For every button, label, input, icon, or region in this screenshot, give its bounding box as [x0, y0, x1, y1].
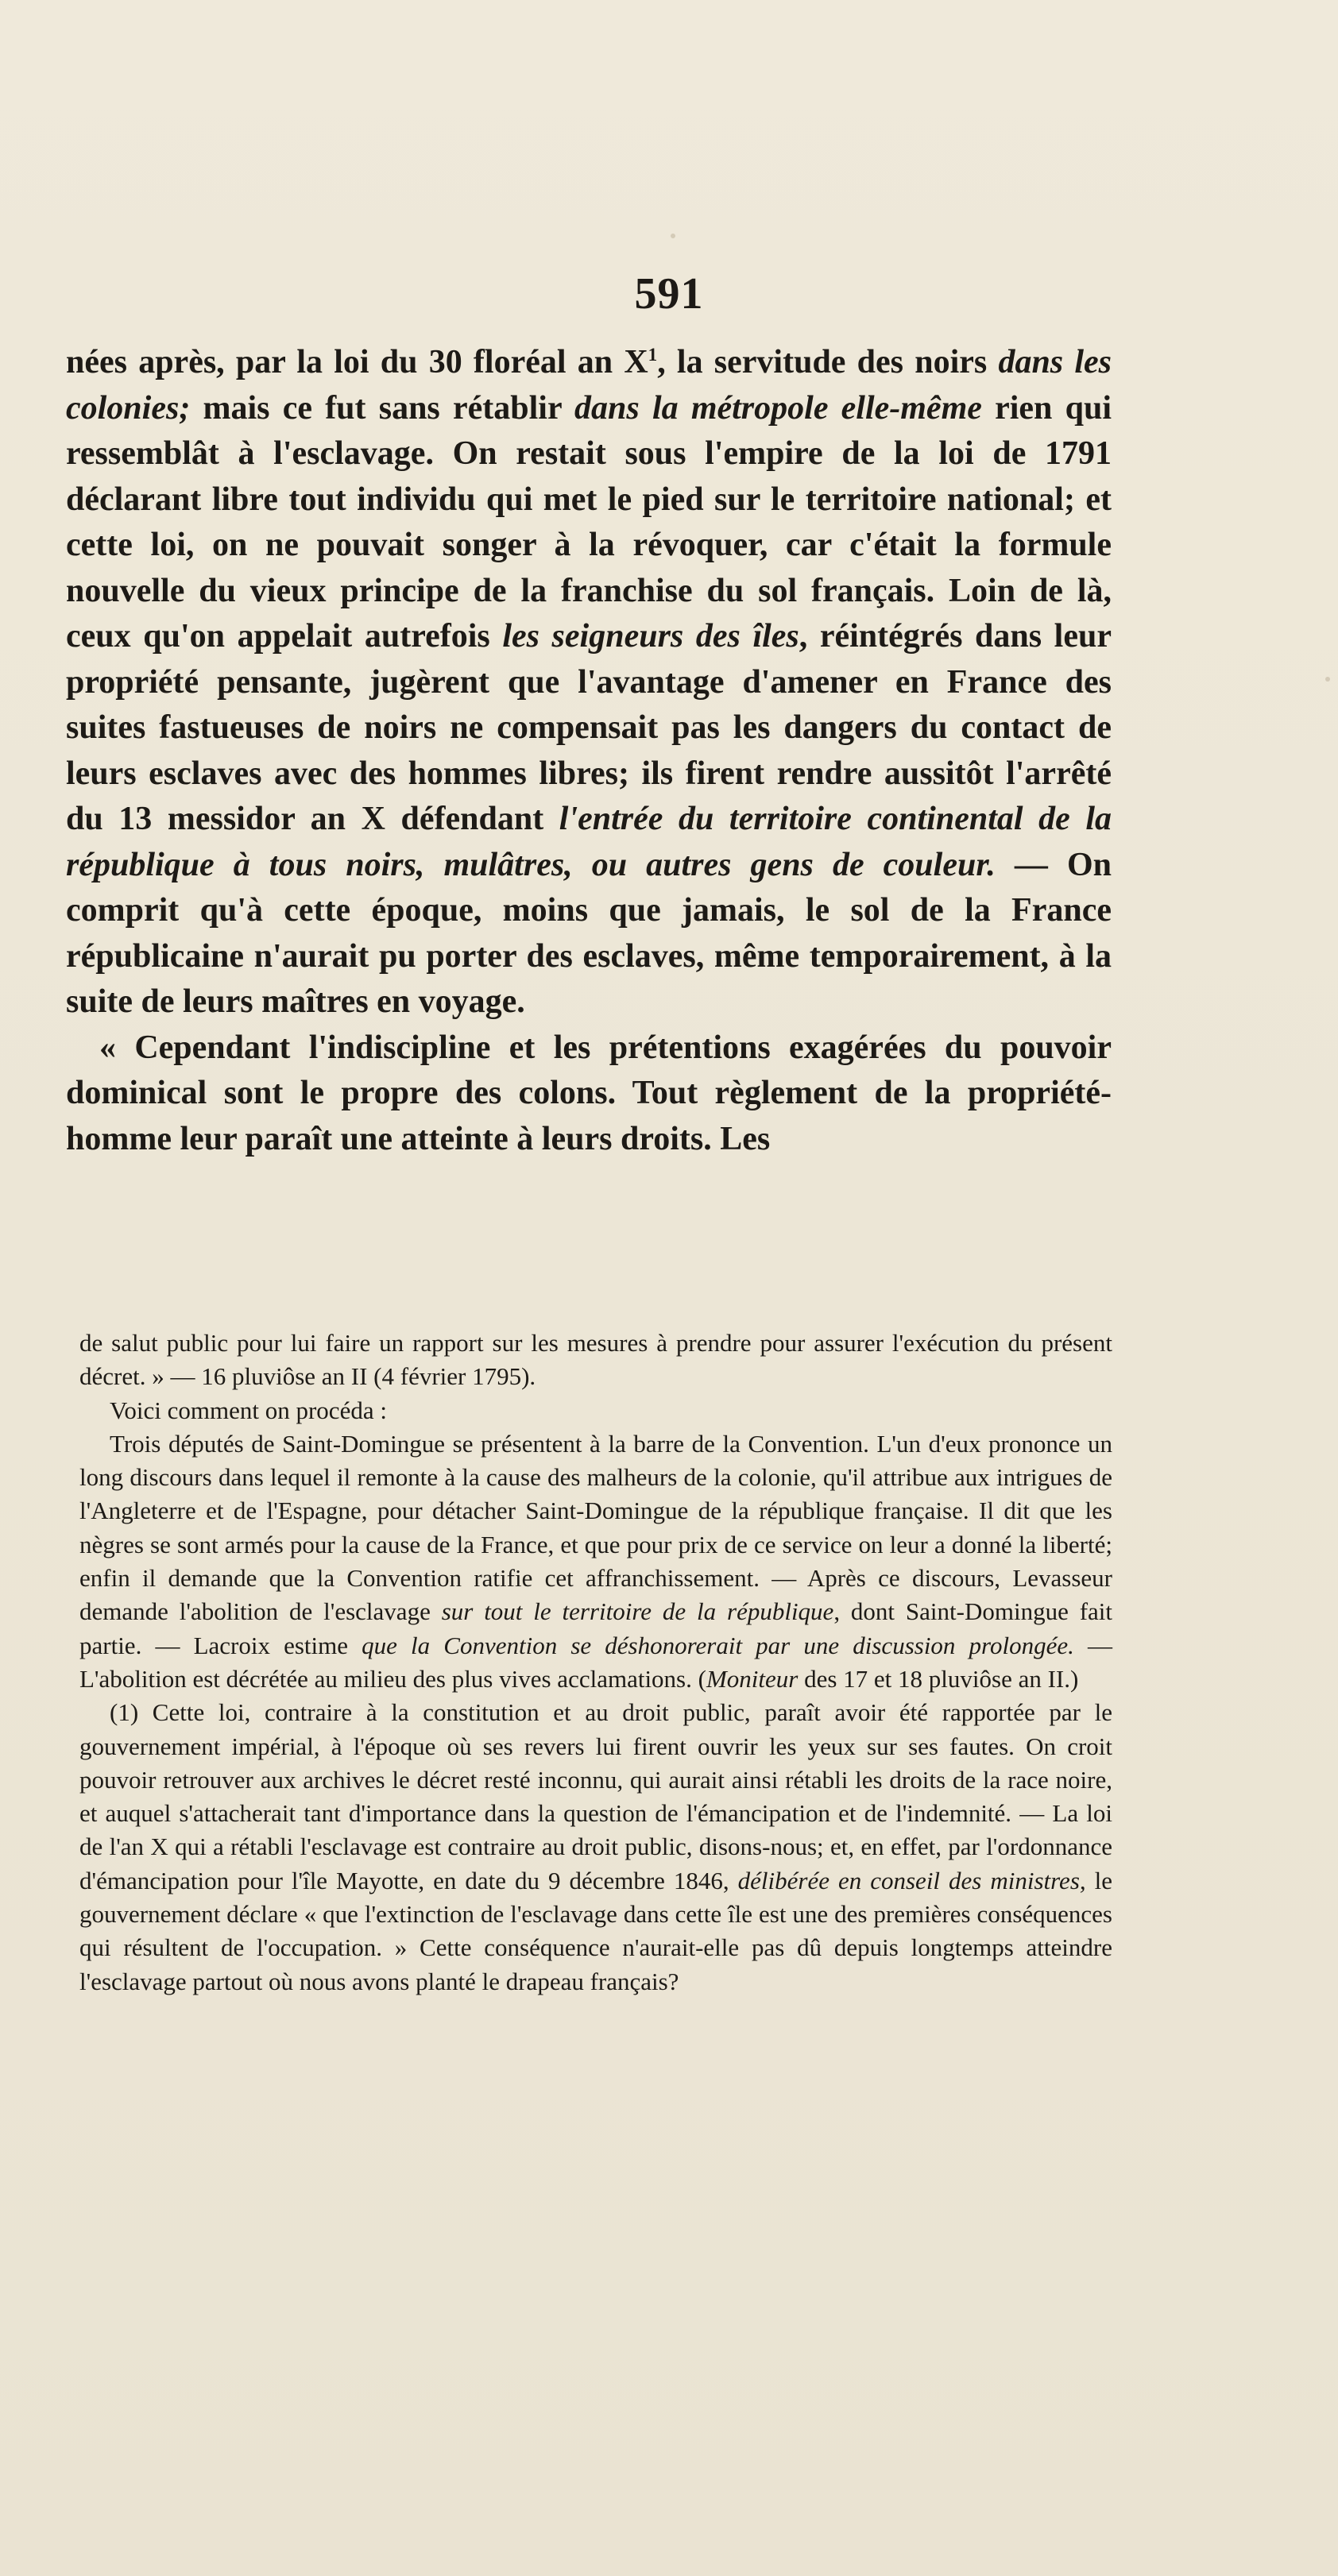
footnote-1: (1) Cette loi, contraire à la constitution et au droit public, paraît avoir été rapportée par le gouvernement impérial, à l'époque où ses revers lui firent ouvrir les yeux sur ses fautes. On croit pouvoir retrouver aux archives le décret resté inconnu, qui aurait ainsi rétabli les droits de la race noire, et auquel s'attacherait tant d'importance dans la question de l'émancipation et de l'indemnité. — La loi de l'an X qui a rétabli l'esclavage est contraire au droit public, disons-nous; et, en effet, par l'ordonnance d'émancipation pour l'île Mayotte, en date du 9 décembre 1846, délibérée en conseil des ministres, le gouvernement déclare « que l'extinction de l'esclavage dans cette île est une des premières conséquences qui résultent de l'occupation. » Cette conséquence n'aurait-elle pas dû depuis longtemps atteindre l'esclavage partout où nous avons planté le drapeau français? — [79, 1698, 1113, 1995]
main-text-block — [66, 340, 1112, 1162]
footnote-continued: de salut public pour lui faire un rapport sur les mesures à prendre pour assurer l'exécution du présent décret. » — 16 pluviôse an II (4 février 1795). — [79, 1329, 1112, 1391]
paper-fleck — [1325, 677, 1330, 682]
main-paragraph-1: nées après, par la loi du 30 floréal an $X^1$, la servitude des noirs dans les colonies; mais ce fut sans rétablir dans la métropole elle-même rien qui ressemblât à l'esclavage. On restait sous l'empire de la loi de 1791 déclarant libre tout individu qui met le pied sur le territoire national; et cette loi, on ne pouvait songer à la révoquer, car c'était la formule nouvelle du vieux principe de la franchise du sol français. Loin de là, ceux qu'on appelait autrefois les seigneurs des îles, réintégrés dans leur propriété pensante, jugèrent que l'avantage d'amener en France des suites fastueuses de noirs ne compensait pas les dangers du contact de leurs esclaves avec des hommes libres; ils firent rendre aussitôt l'arrêté du 13 messidor an X défendant l'entrée du territoire continental de la république à tous noirs, mulâtres, ou autres gens de couleur. — On comprit qu'à cette époque, moins que jamais, le sol de la France républicaine n'aurait pu porter des esclaves, même temporairement, à la suite de leurs maîtres en voyage. — [66, 344, 1112, 1020]
footnote-ref: 1 — [648, 344, 658, 365]
footnotes-block — [79, 1327, 1112, 1999]
page-number: 591 — [634, 269, 704, 319]
paper-fleck — [671, 234, 675, 238]
footnote-intro: Voici comment on procéda : — [110, 1396, 387, 1424]
main-paragraph-2: « Cependant l'indiscipline et les prétentions exagérées du pouvoir dominical sont le propre des colons. Tout règlement de la propriété-homme leur paraît une atteinte à leurs droits. Les — [66, 1029, 1112, 1157]
footnote-convention: Trois députés de Saint-Domingue se présentent à la barre de la Convention. L'un d'eux prononce un long discours dans lequel il remonte à la cause des malheurs de la colonie, qu'il attribue aux intrigues de l'Angleterre et de l'Espagne, pour détacher Saint-Domingue de la république française. Il dit que les nègres se sont armés pour la cause de la France, et que pour prix de ce service on leur a donné la liberté; enfin il demande que la Convention ratifie cet affranchissement. — Après ce discours, Levasseur demande l'abolition de l'esclavage sur tout le territoire de la république, dont Saint-Domingue fait partie. — Lacroix estime que la Convention se déshonorerait par une discussion prolongée. — L'abolition est décrétée au milieu des plus vives acclamations. (Moniteur des 17 et 18 pluviôse an II.) — [79, 1429, 1113, 1693]
